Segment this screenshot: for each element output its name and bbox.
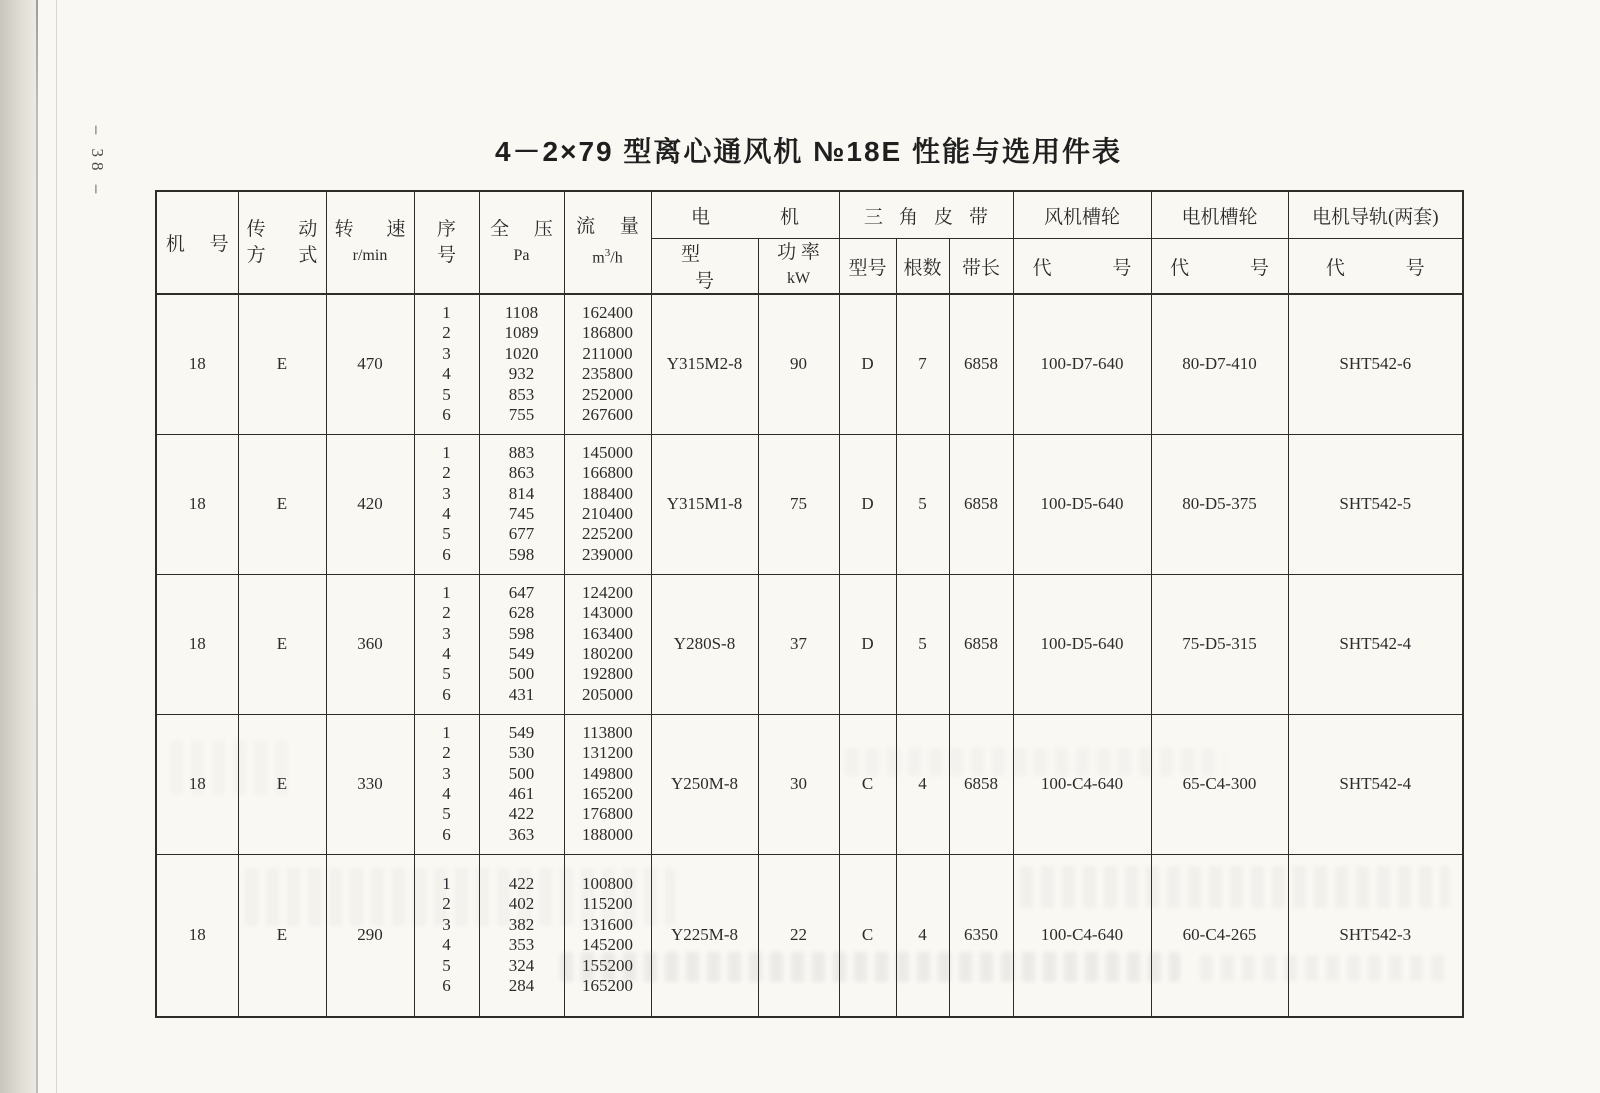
cell-belt-count: 4	[896, 854, 949, 1017]
header-motor-power: 功 率 kW	[758, 239, 839, 295]
cell-motor-power: 37	[758, 574, 839, 714]
cell-machine-no: 18	[156, 854, 238, 1017]
cell-drive: E	[238, 854, 326, 1017]
cell-seq: 1 2 3 4 5 6	[414, 574, 479, 714]
cell-speed: 420	[326, 434, 414, 574]
cell-machine-no: 18	[156, 574, 238, 714]
header-seq: 序 号	[414, 191, 479, 294]
cell-rail: SHT542-4	[1288, 714, 1463, 854]
cell-rail: SHT542-4	[1288, 574, 1463, 714]
cell-fan-pulley: 100-C4-640	[1013, 854, 1151, 1017]
showthrough-artifact	[1200, 955, 1450, 981]
header-belt-model: 型号	[839, 239, 896, 295]
cell-motor-pulley: 75-D5-315	[1151, 574, 1288, 714]
showthrough-artifact	[560, 952, 1180, 982]
cell-drive: E	[238, 434, 326, 574]
cell-belt-length: 6858	[949, 294, 1013, 434]
header-flow: 流 量 $m^3/h$	[564, 191, 651, 294]
page-crease	[56, 0, 57, 1093]
cell-seq: 1 2 3 4 5 6	[414, 714, 479, 854]
cell-pressure: 422 402 382 353 324 284	[479, 854, 564, 1017]
header-motor-pulley-group: 电机槽轮	[1151, 191, 1288, 239]
cell-motor-power: 90	[758, 294, 839, 434]
cell-machine-no: 18	[156, 434, 238, 574]
cell-belt-model: C	[839, 854, 896, 1017]
table-row	[156, 714, 1463, 854]
cell-seq: 1 2 3 4 5 6	[414, 294, 479, 434]
header-motor-group: 电机	[651, 191, 839, 239]
cell-belt-model: D	[839, 434, 896, 574]
cell-seq: 1 2 3 4 5 6	[414, 854, 479, 1017]
cell-fan-pulley: 100-D7-640	[1013, 294, 1151, 434]
cell-motor-pulley: 65-C4-300	[1151, 714, 1288, 854]
cell-pressure: 549 530 500 461 422 363	[479, 714, 564, 854]
header-rail-group: 电机导轨(两套)	[1288, 191, 1463, 239]
showthrough-artifact	[245, 868, 675, 926]
cell-fan-pulley: 100-D5-640	[1013, 434, 1151, 574]
cell-motor-model: Y315M2-8	[651, 294, 758, 434]
cell-flow: 145000 166800 188400 210400 225200 239000	[564, 434, 651, 574]
cell-flow: 124200 143000 163400 180200 192800 205000	[564, 574, 651, 714]
cell-motor-power: 30	[758, 714, 839, 854]
header-speed: 转 速 r/min	[326, 191, 414, 294]
cell-belt-model: C	[839, 714, 896, 854]
table-row	[156, 294, 1463, 434]
cell-flow: 162400 186800 211000 235800 252000 267600	[564, 294, 651, 434]
cell-belt-count: 7	[896, 294, 949, 434]
table-header	[156, 191, 1463, 294]
cell-rail: SHT542-6	[1288, 294, 1463, 434]
cell-motor-model: Y315M1-8	[651, 434, 758, 574]
header-belt-length: 带长	[949, 239, 1013, 295]
cell-belt-count: 4	[896, 714, 949, 854]
showthrough-artifact	[845, 748, 1225, 776]
cell-drive: E	[238, 574, 326, 714]
header-fan-pulley-code: 代 号	[1013, 239, 1151, 295]
cell-pressure: 647 628 598 549 500 431	[479, 574, 564, 714]
cell-pressure: 883 863 814 745 677 598	[479, 434, 564, 574]
header-fan-pulley-group: 风机槽轮	[1013, 191, 1151, 239]
cell-flow: 113800 131200 149800 165200 176800 188000	[564, 714, 651, 854]
cell-motor-pulley: 80-D5-375	[1151, 434, 1288, 574]
cell-belt-model: D	[839, 294, 896, 434]
cell-belt-length: 6350	[949, 854, 1013, 1017]
cell-machine-no: 18	[156, 714, 238, 854]
scan-edge-line	[36, 0, 38, 1093]
cell-machine-no: 18	[156, 294, 238, 434]
cell-drive: E	[238, 294, 326, 434]
header-machine-no: 机 号	[156, 191, 238, 294]
cell-motor-power: 75	[758, 434, 839, 574]
cell-fan-pulley: 100-D5-640	[1013, 574, 1151, 714]
cell-motor-pulley: 60-C4-265	[1151, 854, 1288, 1017]
cell-speed: 330	[326, 714, 414, 854]
cell-belt-length: 6858	[949, 714, 1013, 854]
header-belt-count: 根数	[896, 239, 949, 295]
table-row	[156, 574, 1463, 714]
table-row	[156, 434, 1463, 574]
cell-motor-pulley: 80-D7-410	[1151, 294, 1288, 434]
cell-motor-model: Y225M-8	[651, 854, 758, 1017]
cell-speed: 470	[326, 294, 414, 434]
cell-belt-count: 5	[896, 574, 949, 714]
showthrough-artifact	[1020, 866, 1450, 908]
cell-belt-length: 6858	[949, 434, 1013, 574]
cell-speed: 360	[326, 574, 414, 714]
cell-belt-count: 5	[896, 434, 949, 574]
scan-edge-shadow	[0, 0, 36, 1093]
header-belt-group: 三角皮带	[839, 191, 1013, 239]
cell-pressure: 1108 1089 1020 932 853 755	[479, 294, 564, 434]
cell-drive: E	[238, 714, 326, 854]
cell-seq: 1 2 3 4 5 6	[414, 434, 479, 574]
cell-rail: SHT542-5	[1288, 434, 1463, 574]
cell-motor-model: Y250M-8	[651, 714, 758, 854]
header-motor-model: 型 号	[651, 239, 758, 295]
cell-speed: 290	[326, 854, 414, 1017]
cell-belt-model: D	[839, 574, 896, 714]
cell-motor-power: 22	[758, 854, 839, 1017]
cell-motor-model: Y280S-8	[651, 574, 758, 714]
cell-belt-length: 6858	[949, 574, 1013, 714]
showthrough-artifact	[170, 740, 290, 795]
cell-fan-pulley: 100-C4-640	[1013, 714, 1151, 854]
page-number: – 38 –	[88, 125, 107, 199]
header-pressure: 全 压 Pa	[479, 191, 564, 294]
header-motor-pulley-code: 代 号	[1151, 239, 1288, 295]
header-drive: 传 动 方 式	[238, 191, 326, 294]
page-title: 4－2×79 型离心通风机 №18E 性能与选用件表	[494, 136, 1122, 167]
cell-flow: 100800 115200 131600 145200 155200 165200	[564, 854, 651, 1017]
cell-rail: SHT542-3	[1288, 854, 1463, 1017]
header-rail-code: 代 号	[1288, 239, 1463, 295]
